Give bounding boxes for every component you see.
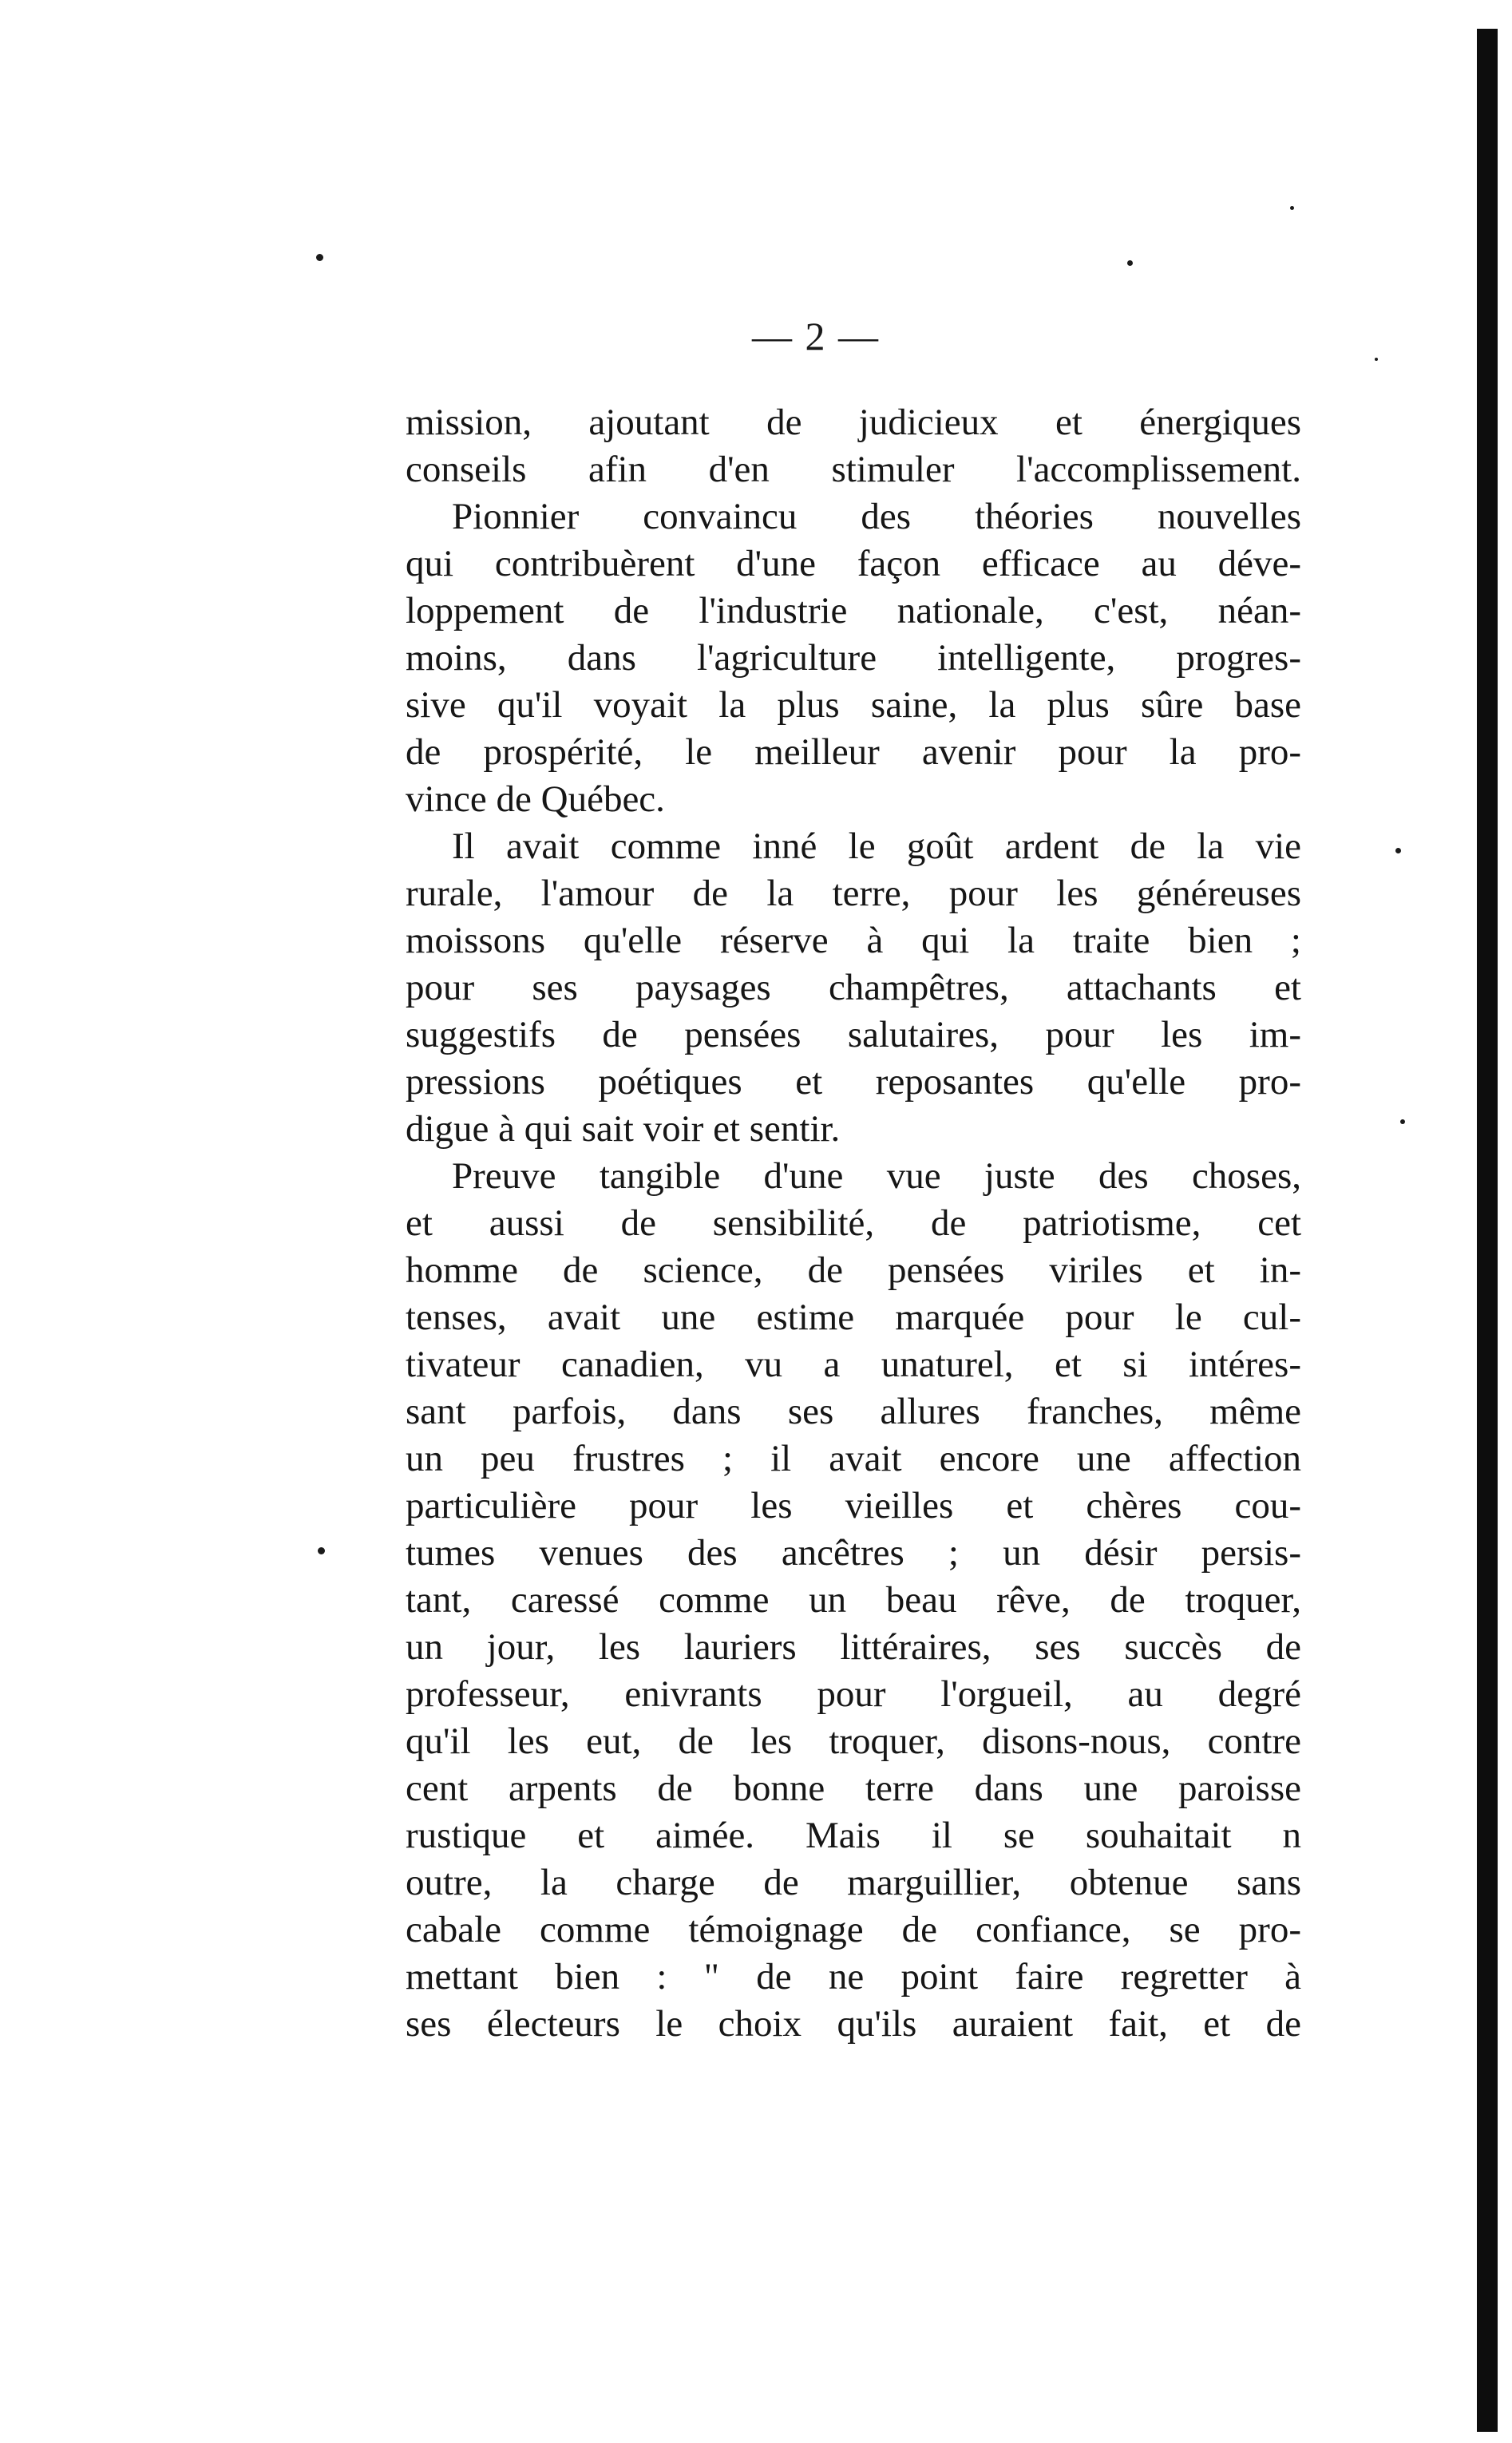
text-line: loppement de l'industrie nationale, c'est, néan- bbox=[406, 590, 1301, 632]
text-line: mettant bien : " de ne point faire regretter à bbox=[406, 1956, 1301, 1998]
scan-speck bbox=[1127, 260, 1133, 266]
text-line: rurale, l'amour de la terre, pour les généreuses bbox=[406, 873, 1301, 914]
text-line: tivateur canadien, vu a unaturel, et si intéres- bbox=[406, 1344, 1301, 1385]
page-number: — 2 — bbox=[752, 314, 880, 358]
text-line: tumes venues des ancêtres ; un désir persis- bbox=[406, 1532, 1301, 1574]
text-line: Pionnier convaincu des théories nouvelles bbox=[452, 496, 1301, 537]
text-line: sant parfois, dans ses allures franches, même bbox=[406, 1391, 1301, 1432]
text-line: rustique et aimée. Mais il se souhaitait n bbox=[406, 1815, 1301, 1856]
scan-speck bbox=[316, 254, 323, 261]
scan-speck bbox=[1375, 358, 1378, 361]
text-line: tenses, avait une estime marquée pour le cul- bbox=[406, 1297, 1301, 1338]
text-line: sive qu'il voyait la plus saine, la plus sûre base bbox=[406, 684, 1301, 726]
scan-speck bbox=[1400, 1119, 1405, 1124]
scan-speck bbox=[318, 1547, 325, 1554]
text-line: conseils afin d'en stimuler l'accomplissement. bbox=[406, 449, 1301, 490]
scan-speck bbox=[1290, 206, 1294, 210]
scan-margin-bar bbox=[1477, 29, 1498, 2432]
text-line: vince de Québec. bbox=[406, 778, 665, 820]
text-line: Preuve tangible d'une vue juste des choses, bbox=[452, 1155, 1301, 1197]
text-line: digue à qui sait voir et sentir. bbox=[406, 1108, 841, 1150]
text-line: un peu frustres ; il avait encore une affection bbox=[406, 1438, 1301, 1479]
text-line: Il avait comme inné le goût ardent de la vie bbox=[452, 826, 1301, 867]
text-line: cent arpents de bonne terre dans une paroisse bbox=[406, 1768, 1301, 1809]
text-line: outre, la charge de marguillier, obtenue sans bbox=[406, 1862, 1301, 1903]
text-line: tant, caressé comme un beau rêve, de troquer, bbox=[406, 1579, 1301, 1621]
text-line: moissons qu'elle réserve à qui la traite bien ; bbox=[406, 920, 1301, 961]
text-line: mission, ajoutant de judicieux et énergiques bbox=[406, 402, 1301, 443]
text-line: pour ses paysages champêtres, attachants et bbox=[406, 967, 1301, 1008]
text-line: particulière pour les vieilles et chères cou- bbox=[406, 1485, 1301, 1526]
text-line: et aussi de sensibilité, de patriotisme, cet bbox=[406, 1202, 1301, 1244]
text-line: cabale comme témoignage de confiance, se pro- bbox=[406, 1909, 1301, 1950]
text-line: qui contribuèrent d'une façon efficace au déve- bbox=[406, 543, 1301, 584]
text-line: un jour, les lauriers littéraires, ses succès de bbox=[406, 1626, 1301, 1668]
text-line: pressions poétiques et reposantes qu'elle pro- bbox=[406, 1061, 1301, 1103]
body-text bbox=[406, 399, 1301, 2048]
text-line: suggestifs de pensées salutaires, pour les im- bbox=[406, 1014, 1301, 1055]
text-line: ses électeurs le choix qu'ils auraient fait, et de bbox=[406, 2003, 1301, 2045]
text-line: qu'il les eut, de les troquer, disons-nous, contre bbox=[406, 1720, 1301, 1762]
scan-speck bbox=[1395, 848, 1401, 853]
text-line: professeur, enivrants pour l'orgueil, au degré bbox=[406, 1673, 1301, 1715]
text-line: moins, dans l'agriculture intelligente, progres- bbox=[406, 637, 1301, 679]
text-line: homme de science, de pensées viriles et in- bbox=[406, 1249, 1301, 1291]
text-line: de prospérité, le meilleur avenir pour la pro- bbox=[406, 731, 1301, 773]
